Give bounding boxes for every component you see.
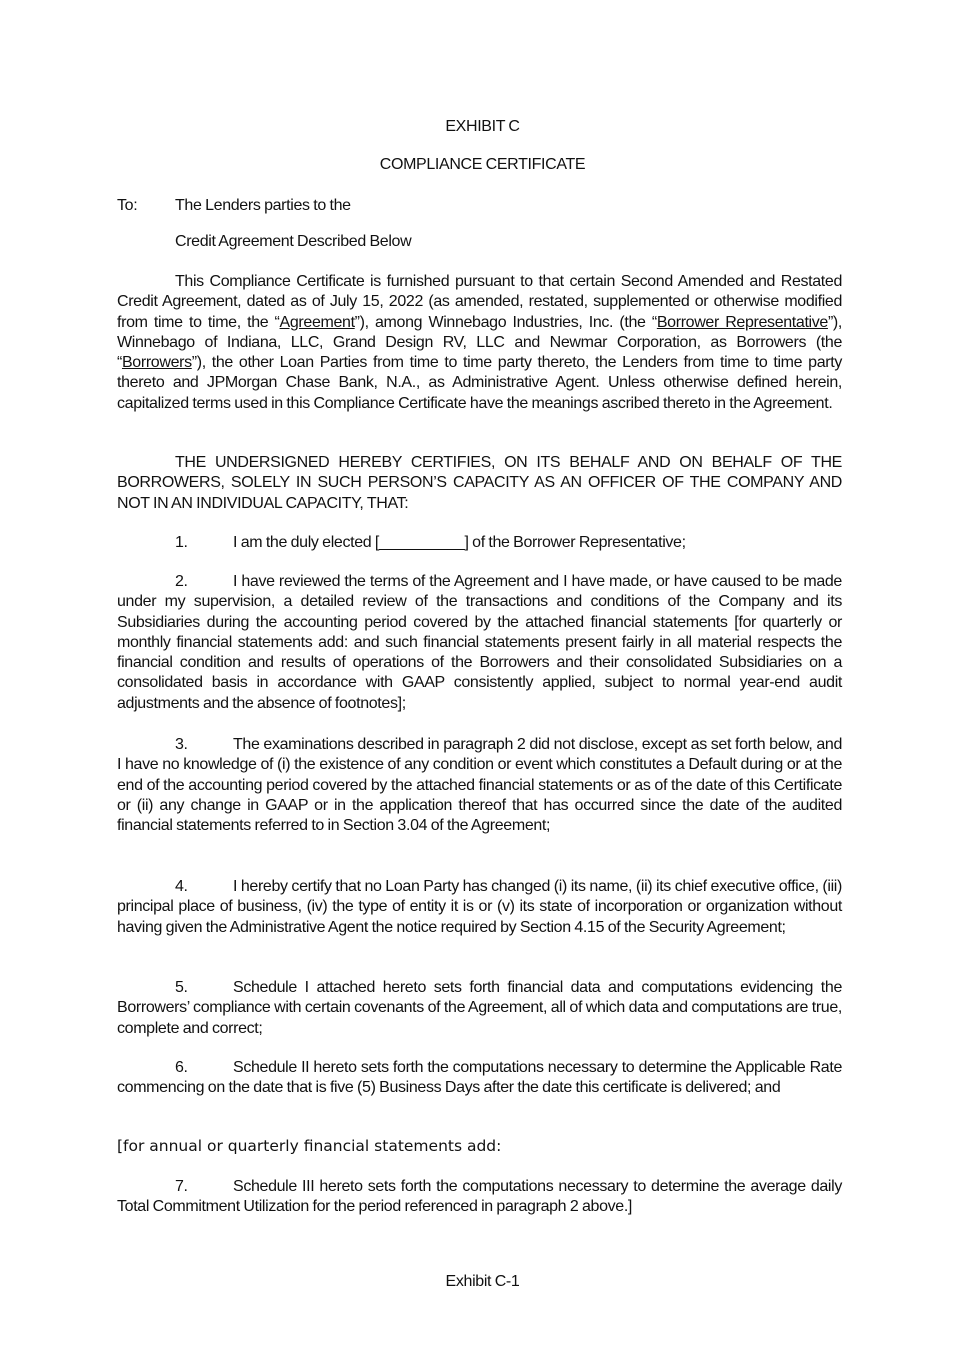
list-item bbox=[117, 1177, 842, 1218]
addressee-block bbox=[117, 197, 411, 251]
item-number: 2. bbox=[175, 573, 188, 590]
item-text: I have reviewed the terms of the Agreement and I have made, or have caused to be made under my supervision, a detailed review of the transactions and conditions of the Company and its Subsidiaries during the accounting period covered by the attached financial statements [for quarterly or monthly financial statements add: and such financial statements present fairly in all material respects the financial condition and results of operations of the Borrowers and their consolidated Subsidiaries on a consolidated basis in accordance with GAAP consistently applied, subject to normal year-end audit adjustments and the absence of footnotes]; bbox=[117, 573, 842, 712]
intro-text-2: ”), among Winnebago Industries, Inc. (the “ bbox=[354, 313, 657, 331]
intro-text-4: ”), the other Loan Parties from time to time party thereto, the Lenders from time to time party thereto and JPMorgan Chase Bank, N.A., as Administrative Agent. Unless otherwise defined herein, capitalized terms used in this Compliance Certificate have the meanings ascribed thereto in the Agreement. bbox=[117, 354, 842, 412]
page-footer: Exhibit C-1 bbox=[445, 1273, 520, 1290]
item-text: I am the duly elected [__________] of the Borrower Representative; bbox=[233, 534, 686, 551]
item-text: Schedule III hereto sets forth the computations necessary to determine the average daily Total Commitment Utilization for the period referenced in paragraph 2 above.] bbox=[117, 1178, 842, 1216]
item-text: Schedule II hereto sets forth the computations necessary to determine the Applicable Rate commencing on the date that is five (5) Business Days after the date this certificate is delivered; and bbox=[117, 1059, 842, 1097]
to-label: To: bbox=[117, 197, 138, 214]
annual-statements-note: [for annual or quarterly financial statements add: bbox=[117, 1137, 502, 1155]
item-number: 5. bbox=[175, 979, 188, 996]
list-item bbox=[117, 533, 842, 553]
item-number: 4. bbox=[175, 878, 188, 895]
certification-paragraph: THE UNDERSIGNED HEREBY CERTIFIES, ON ITS BEHALF AND ON BEHALF OF THE BORROWERS, SOLELY IN SUCH PERSON’S CAPACITY AS AN OFFICER OF THE COMPANY AND NOT IN AN INDIVIDUAL CAPACITY, THAT: bbox=[117, 454, 842, 512]
item-number: 1. bbox=[175, 534, 188, 551]
intro-text-3: ”), Winnebago of Indiana, LLC, Grand Design RV, LLC and Newmar Corporation, as Borrowers (the “ bbox=[117, 313, 843, 372]
intro-paragraph bbox=[117, 272, 842, 414]
list-item bbox=[117, 1058, 842, 1099]
addressee-line-2: Credit Agreement Described Below bbox=[175, 233, 412, 250]
list-item bbox=[117, 735, 842, 836]
defined-term-borrowers: Borrowers bbox=[121, 354, 192, 372]
item-number: 3. bbox=[175, 736, 188, 753]
list-item bbox=[117, 572, 842, 714]
defined-term-agreement: Agreement bbox=[279, 313, 355, 331]
list-item bbox=[117, 978, 842, 1039]
defined-term-borrower-representative: Borrower Representative bbox=[656, 313, 828, 331]
list-item bbox=[117, 877, 842, 938]
item-text: I hereby certify that no Loan Party has changed (i) its name, (ii) its chief executive office, (iii) principal place of business, (iv) the type of entity it is or (v) its state of incorporation or organization without having given the Administrative Agent the notice required by Section 4.15 of the Security Agreement; bbox=[117, 878, 842, 936]
item-number: 6. bbox=[175, 1059, 188, 1076]
item-number: 7. bbox=[175, 1178, 188, 1195]
item-text: The examinations described in paragraph 2 did not disclose, except as set forth below, and I have no knowledge of (i) the existence of any condition or event which constitutes a Default during or at the end of the accounting period covered by the attached financial statements or as of the date of this Certificate or (ii) any change in GAAP or in the application thereof that has occurred since the date of the audited financial statements referred to in Section 3.04 of the Agreement; bbox=[117, 736, 842, 835]
certificate-title: COMPLIANCE CERTIFICATE bbox=[379, 156, 586, 173]
exhibit-heading: EXHIBIT C bbox=[445, 118, 520, 135]
addressee-line-1: The Lenders parties to the bbox=[175, 197, 351, 214]
item-text: Schedule I attached hereto sets forth financial data and computations evidencing the Borrowers’ compliance with certain covenants of the Agreement, all of which data and computations are true, complete and correct; bbox=[117, 979, 842, 1037]
intro-text-1: This Compliance Certificate is furnished pursuant to that certain Second Amended and Restated Credit Agreement, dated as of July 15, 2022 (as amended, restated, supplemented or otherwise modified from time to time, the “ bbox=[117, 273, 842, 331]
